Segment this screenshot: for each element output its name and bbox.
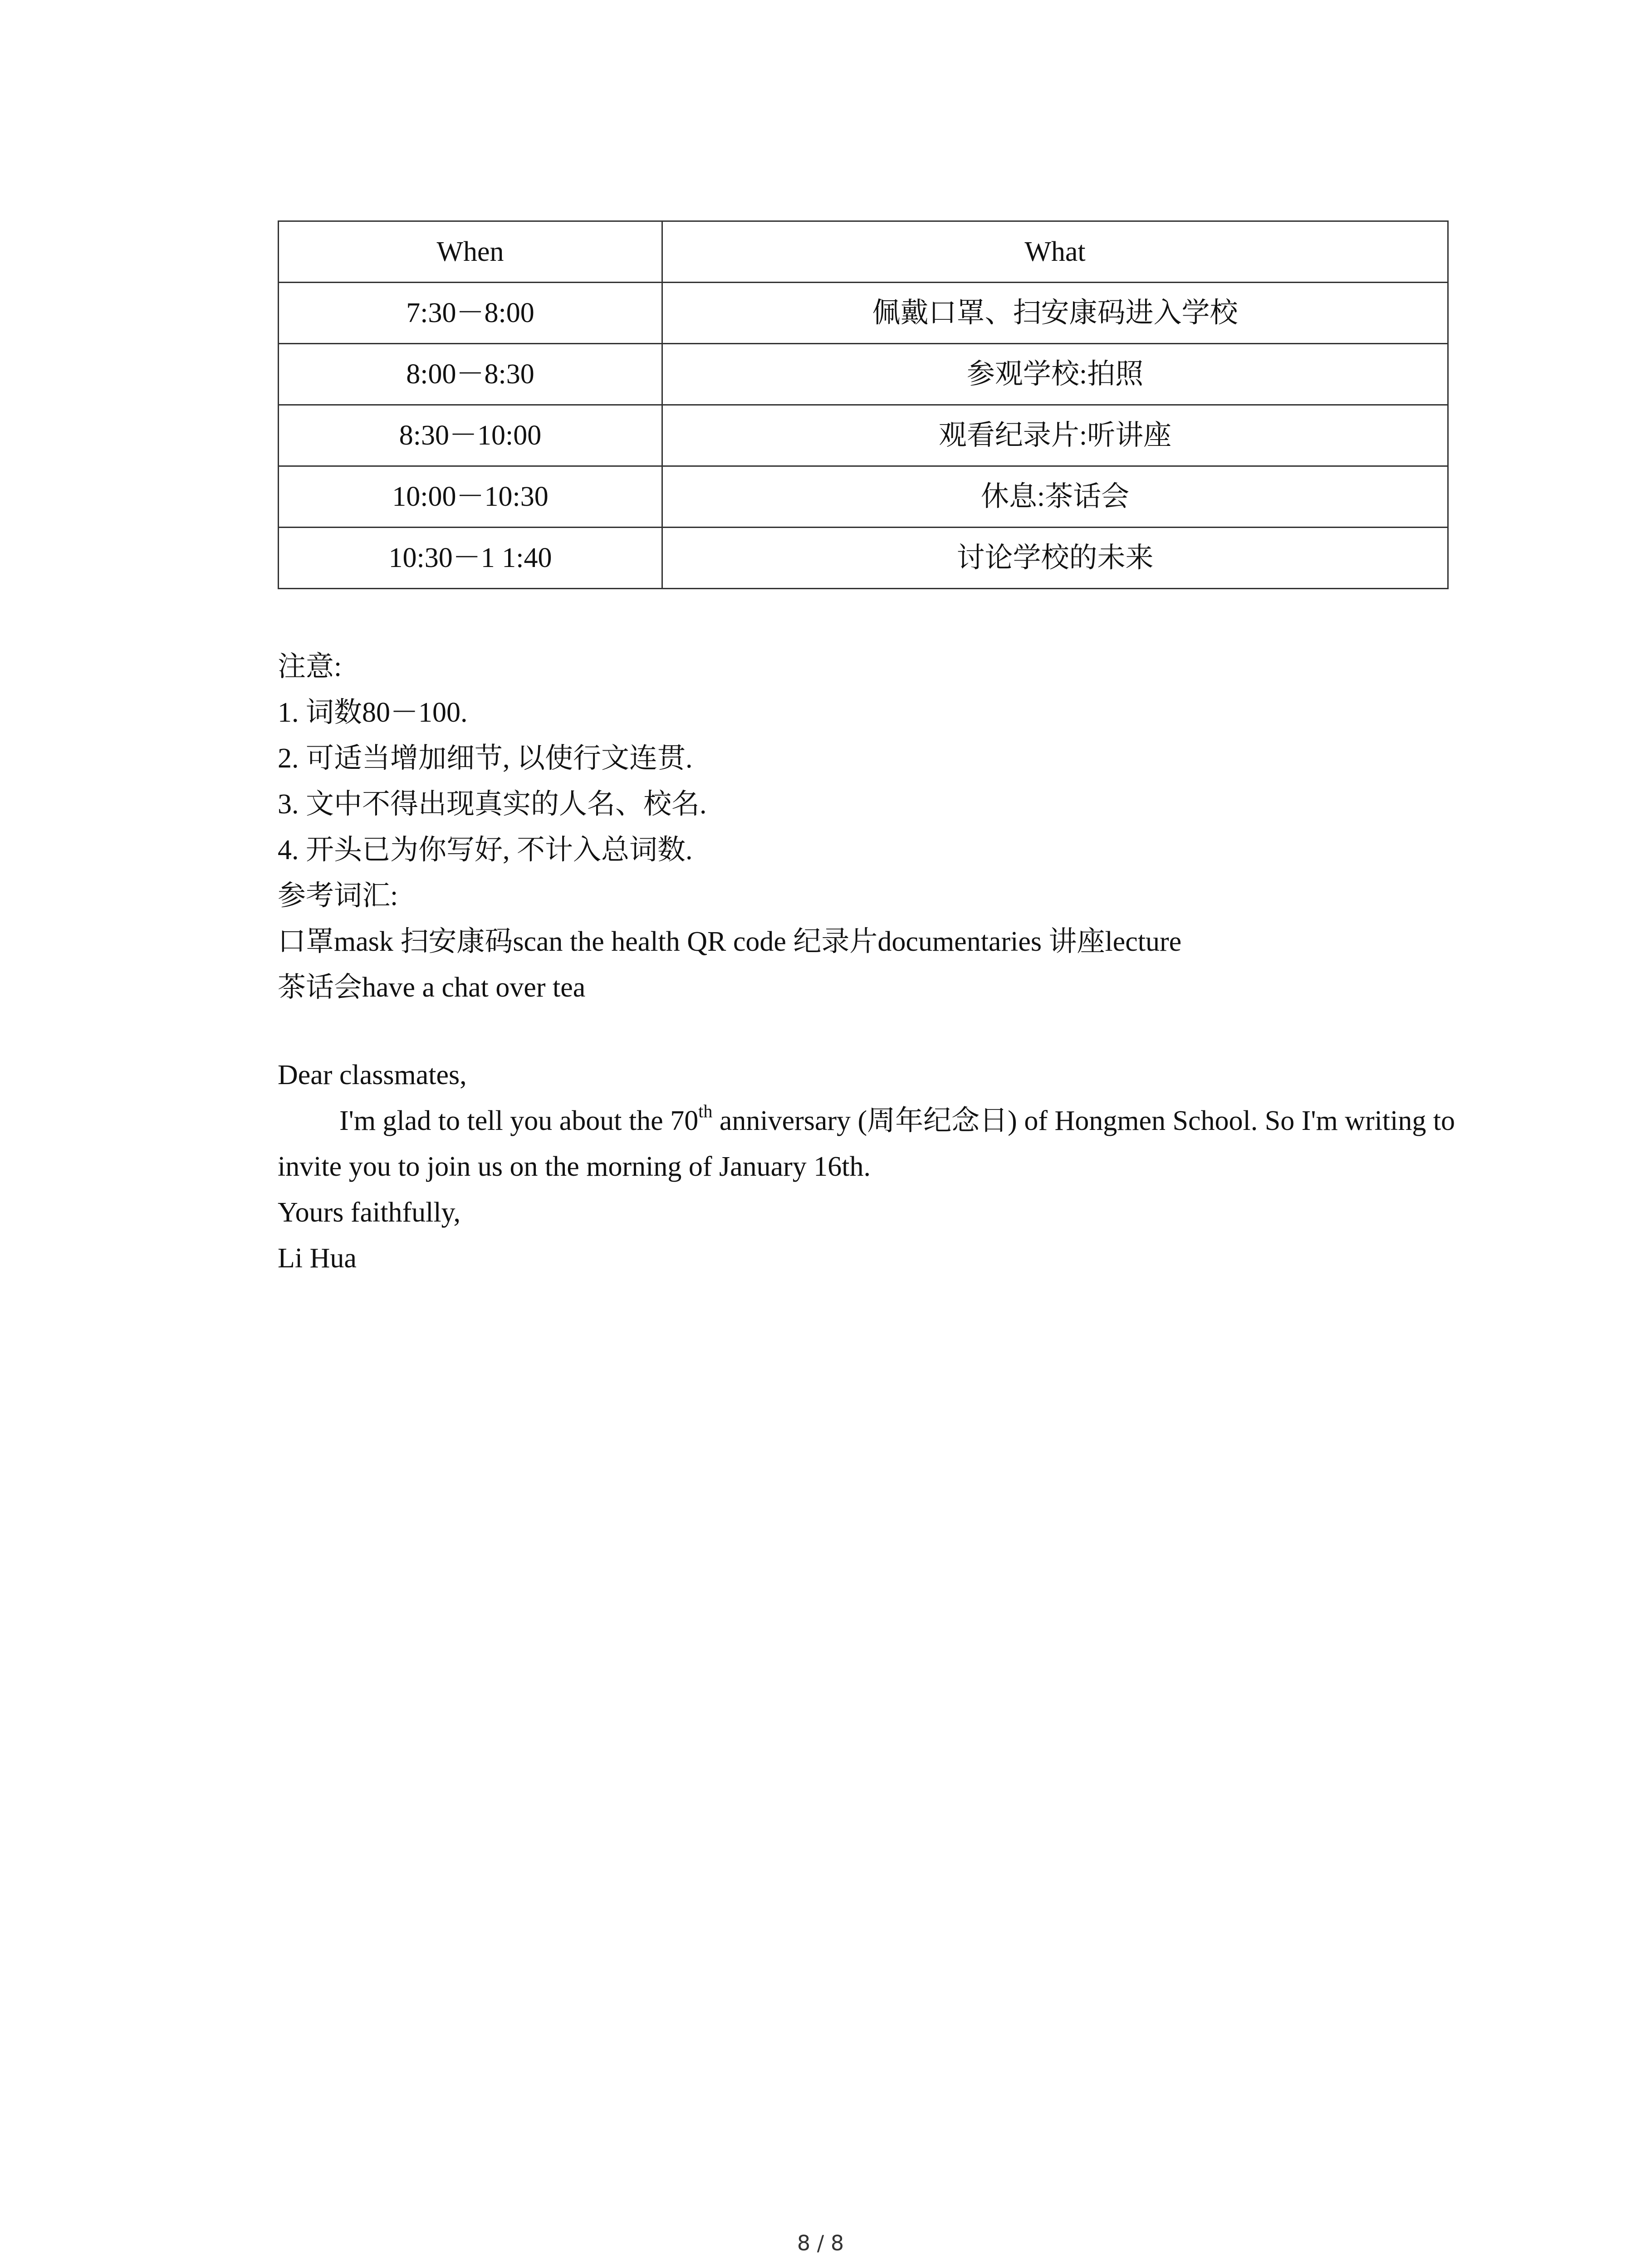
time-cell: 10:30－1 1:40 [279, 528, 662, 589]
letter-closing: Yours faithfully, [278, 1197, 461, 1228]
table-row [279, 466, 1448, 528]
activity-cell: 讨论学校的未来 [662, 528, 1448, 589]
table-row [279, 283, 1448, 344]
table-row [279, 528, 1448, 589]
notes-section [278, 644, 1503, 1011]
letter-body-start: I'm glad to tell you about the 70 [339, 1105, 699, 1136]
page-number: 8 / 8 [797, 2231, 844, 2255]
activity-cell: 观看纪录片:听讲座 [662, 405, 1448, 466]
letter-greeting: Dear classmates, [278, 1060, 467, 1090]
note-item: 1. 词数80－100. [278, 697, 468, 728]
letter-signature: Li Hua [278, 1243, 357, 1274]
letter-body [278, 1098, 1457, 1190]
time-cell: 7:30－8:00 [279, 283, 662, 344]
header-what: What [662, 221, 1448, 283]
ordinal-suffix: th [698, 1101, 713, 1121]
vocab-heading: 参考词汇: [278, 880, 398, 911]
header-when: When [279, 221, 662, 283]
note-item: 2. 可适当增加细节, 以使行文连贯. [278, 743, 693, 774]
time-cell: 10:00－10:30 [279, 466, 662, 528]
letter-body-end: anniversary (周年纪念日) of Hongmen School. So I'm writing to invite you to join us on the morning of January 16th. [278, 1105, 1455, 1182]
activity-cell: 休息:茶话会 [662, 466, 1448, 528]
activity-cell: 参观学校:拍照 [662, 344, 1448, 405]
schedule-table [278, 220, 1449, 589]
note-item: 4. 开头已为你写好, 不计入总词数. [278, 835, 693, 865]
activity-cell: 佩戴口罩、扫安康码进入学校 [662, 283, 1448, 344]
letter-section [278, 1052, 1457, 1281]
note-item: 3. 文中不得出现真实的人名、校名. [278, 789, 707, 820]
notes-heading: 注意: [278, 651, 342, 682]
table-row [279, 344, 1448, 405]
time-cell: 8:30－10:00 [279, 405, 662, 466]
time-cell: 8:00－8:30 [279, 344, 662, 405]
vocab-line: 口罩mask 扫安康码scan the health QR code 纪录片documentaries 讲座lecture [278, 926, 1182, 957]
table-row [279, 405, 1448, 466]
table-header-row [279, 221, 1448, 283]
vocab-line: 茶话会have a chat over tea [278, 972, 586, 1003]
